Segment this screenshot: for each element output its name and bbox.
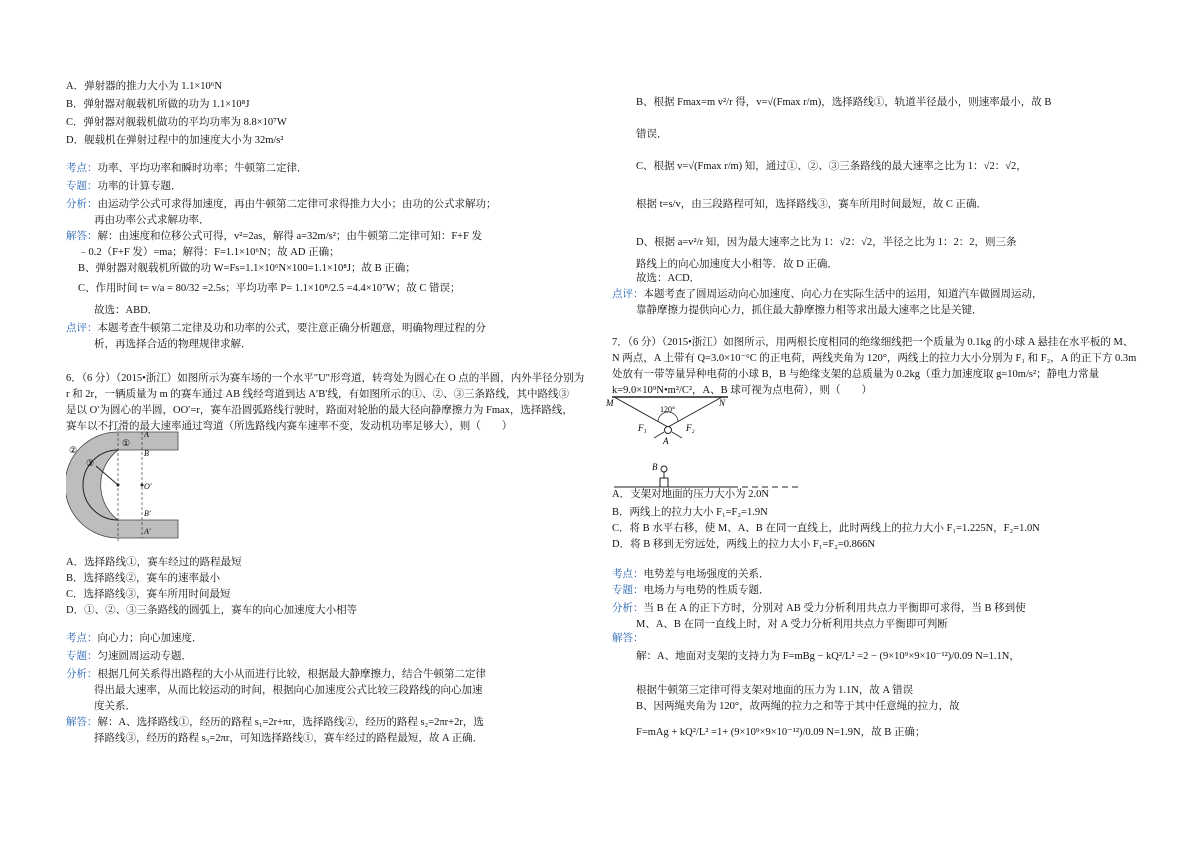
- left-text-line: [66, 180, 182, 194]
- right-text-line: C、根据 v=√(Fmax r/m) 知，通过①、②、③三条路线的最大速率之比为 1：√2：√2，: [636, 161, 1027, 172]
- fig7-label-N: N: [719, 398, 726, 408]
- fig6-label-B: B: [144, 449, 149, 458]
- right-text-line: 错误．: [636, 129, 668, 140]
- section-text: 由运动学公式可求得加速度，再由牛顿第二定律可求得推力大小；由功的公式求解功；: [97, 199, 497, 210]
- left-text-line: [66, 230, 482, 244]
- right-text-line: 根据牛顿第三定律可得支架对地面的压力为 1.1N，故 A 错误: [636, 685, 914, 696]
- section-text: 解：由速度和位移公式可得，v²=2as，解得 a=32m/s²；由牛顿第二定律可知：F+F 发: [97, 231, 483, 242]
- section-label: 解答：: [66, 717, 98, 728]
- section-label: 分析：: [66, 669, 98, 680]
- right-text-line: [612, 584, 770, 598]
- left-text-line: A．选择路线①，赛车经过的路程最短: [66, 557, 242, 568]
- fig6-label-1: ①: [122, 438, 131, 448]
- left-text-line: r 和 2r，一辆质量为 m 的赛车通过 AB 线经弯道到达 A′B′线，有如图所示的①、②、③三条路线，其中路线③: [66, 389, 570, 400]
- left-text-line: D．①、②、③三条路线的圆弧上，赛车的向心加速度大小相等: [66, 605, 358, 616]
- fig6-label-O: O′: [144, 482, 152, 491]
- section-label: 点评：: [66, 323, 98, 334]
- left-text-line: D．舰载机在弹射过程中的加速度大小为 32m/s²: [66, 135, 284, 146]
- section-label: 解答：: [612, 633, 644, 644]
- charge-figure: [606, 394, 802, 490]
- section-text: 当 B 在 A 的正下方时，分别对 AB 受力分析利用共点力平衡即可求得，当 B 移到使: [643, 603, 1026, 614]
- section-label: 专题：: [66, 181, 98, 192]
- right-text-line: C．将 B 水平右移，使 M、A、B 在同一直线上，此时两线上的拉力大小 F₁=1.225N，F₂=1.0N: [612, 523, 1040, 534]
- left-text-line: B．选择路线②，赛车的速率最小: [66, 573, 221, 584]
- section-text: 解：A、选择路线①，经历的路程 s₁=2r+πr，选择路线②，经历的路程 s₂=2πr+2r，选: [97, 717, 484, 728]
- left-text-line: 再由功率公式求解功率．: [94, 215, 210, 226]
- section-text: 根据几何关系得出路程的大小从而进行比较，根据最大静摩擦力，结合牛顿第二定律: [97, 669, 486, 680]
- section-text: 匀速圆周运动专题．: [97, 651, 192, 662]
- right-text-line: 处放有一带等量异种电荷的小球 B，B 与绝缘支架的总质量为 0.2kg（重力加速度取 g=10m/s²；静电力常量: [612, 369, 1100, 380]
- right-text-line: [612, 288, 1043, 302]
- left-text-line: [66, 716, 484, 730]
- section-label: 考点：: [66, 633, 98, 644]
- left-text-line: A．弹射器的推力大小为 1.1×10⁶N: [66, 81, 222, 92]
- left-text-line: ﹣0.2（F+F 发）=ma；解得：F=1.1×10⁶N；故 AD 正确；: [78, 247, 340, 258]
- right-text-line: 路线上的向心加速度大小相等．故 D 正确．: [636, 259, 838, 270]
- right-text-line: [612, 632, 644, 646]
- left-text-line: C．弹射器对舰载机做功的平均功率为 8.8×10⁷W: [66, 117, 287, 128]
- right-text-line: M、A、B 在同一直线上时，对 A 受力分析利用共点力平衡即可判断: [636, 619, 948, 630]
- left-text-line: 度关系．: [94, 701, 136, 712]
- right-text-line: k=9.0×10⁹N•m²/C²，A、B 球可视为点电荷），则（ ）: [612, 385, 872, 396]
- section-text: 功率、平均功率和瞬时功率；牛顿第二定律．: [97, 163, 308, 174]
- right-text-line: 解：A、地面对支架的支持力为 F=mBg − kQ²/L² =2 − (9×10⁹×9×10⁻¹²)/0.09 N=1.1N，: [636, 651, 1020, 662]
- fig6-label-Bp: B′: [144, 509, 151, 518]
- section-label: 分析：: [612, 603, 644, 614]
- right-text-line: 故选：ACD．: [636, 273, 701, 284]
- section-label: 点评：: [612, 289, 644, 300]
- left-text-line: 是以 O′为圆心的半圆，OO′=r，赛车沿圆弧路线行驶时，路面对轮胎的最大径向静摩擦力为 Fmax，选择路线，: [66, 405, 573, 416]
- left-text-line: 择路线③，经历的路程 s₃=2πr，可知选择路线①，赛车经过的路程最短，故 A 正确．: [94, 733, 484, 744]
- right-text-line: B、根据 Fmax=m v²/r 得，v=√(Fmax r/m)，选择路线①，轨道半径最小，则速率最小，故 B: [636, 97, 1052, 108]
- right-text-line: B．两线上的拉力大小 F₁=F₂=1.9N: [612, 507, 768, 518]
- left-text-line: [66, 198, 497, 212]
- right-text-line: 7．（6 分）（2015•浙江）如图所示，用两根长度相同的绝缘细线把一个质量为 0.1kg 的小球 A 悬挂在水平板的 M、: [612, 337, 1134, 348]
- section-text: 电场力与电势的性质专题．: [643, 585, 770, 596]
- fig7-label-F2: F₂: [686, 423, 695, 433]
- u-track-figure: [66, 426, 184, 544]
- section-label: 考点：: [66, 163, 98, 174]
- section-label: 解答：: [66, 231, 98, 242]
- right-text-line: B、因两绳夹角为 120°，故两绳的拉力之和等于其中任意绳的拉力，故: [636, 701, 960, 712]
- left-text-line: C、作用时间 t= v/a = 80/32 =2.5s；平均功率 P= 1.1×10⁸/2.5 =4.4×10⁷W；故 C 错误；: [78, 283, 461, 294]
- section-label: 专题：: [612, 585, 644, 596]
- section-label: 考点：: [612, 569, 644, 580]
- left-text-line: 得出最大速率，从而比较运动的时间，根据向心加速度公式比较三段路线的向心加速: [94, 685, 483, 696]
- fig6-label-3: ③: [86, 458, 95, 468]
- left-text-line: 6．（6 分）（2015•浙江）如图所示为赛车场的一个水平"U"形弯道，转弯处为圆心在 O 点的半圆，内外半径分别为: [66, 373, 585, 384]
- left-text-line: C．选择路线③，赛车所用时间最短: [66, 589, 231, 600]
- left-text-line: 析，再选择合适的物理规律求解．: [94, 339, 252, 350]
- fig6-label-A: A: [144, 430, 149, 439]
- fig7-label-A: A: [663, 436, 669, 446]
- section-label: 分析：: [66, 199, 98, 210]
- fig7-label-M: M: [606, 398, 614, 408]
- section-text: 本题考查了圆周运动向心加速度、向心力在实际生活中的运用，知道汽车做圆周运动，: [643, 289, 1043, 300]
- left-text-line: [66, 668, 486, 682]
- section-text: 向心力；向心加速度．: [97, 633, 203, 644]
- section-label: 专题：: [66, 651, 98, 662]
- right-text-line: D．将 B 移到无穷远处，两线上的拉力大小 F₁=F₂=0.866N: [612, 539, 876, 550]
- right-text-line: A．支架对地面的压力大小为 2.0N: [612, 489, 769, 500]
- left-text-line: B、弹射器对舰载机所做的功 W=Fs=1.1×10⁶N×100=1.1×10⁸J；故 B 正确；: [78, 263, 416, 274]
- fig7-label-B: B: [652, 462, 658, 472]
- fig6-label-Ap: A′: [144, 527, 151, 536]
- section-text: 功率的计算专题．: [97, 181, 182, 192]
- left-text-line: [66, 650, 192, 664]
- right-text-line: 根据 t=s/v，由三段路程可知，选择路线③，赛车所用时间最短，故 C 正确．: [636, 199, 987, 210]
- right-text-line: [612, 568, 770, 582]
- left-text-line: 故选：ABD．: [94, 305, 159, 316]
- left-text-line: [66, 322, 486, 336]
- fig7-label-F1: F₁: [638, 423, 647, 433]
- fig6-label-2: ②: [69, 445, 78, 455]
- right-text-line: 靠静摩擦力提供向心力，抓住最大静摩擦力相等求出最大速率之比是关键．: [636, 305, 983, 316]
- left-text-line: 赛车以不打滑的最大速率通过弯道（所选路线内赛车速率不变，发动机功率足够大），则（ ）: [66, 421, 513, 432]
- fig7-label-angle: 120°: [660, 405, 676, 414]
- right-text-line: N 两点，A 上带有 Q=3.0×10⁻⁶C 的正电荷，两线夹角为 120°，两线上的拉力大小分别为 F₁ 和 F₂，A 的正下方 0.3m: [612, 353, 1137, 364]
- left-text-line: [66, 632, 203, 646]
- right-text-line: F=mAg + kQ²/L² =1+ (9×10⁹×9×10⁻¹²)/0.09 N=1.9N，故 B 正确；: [636, 727, 926, 738]
- right-text-line: D、根据 a=v²/r 知，因为最大速率之比为 1：√2：√2，半径之比为 1：2：2，则三条: [636, 237, 1017, 248]
- section-text: 电势差与电场强度的关系．: [643, 569, 770, 580]
- left-text-line: B．弹射器对舰载机所做的功为 1.1×10⁸J: [66, 99, 250, 110]
- right-text-line: [612, 602, 1026, 616]
- section-text: 本题考查牛顿第二定律及功和功率的公式，要注意正确分析题意，明确物理过程的分: [97, 323, 486, 334]
- left-text-line: [66, 162, 308, 176]
